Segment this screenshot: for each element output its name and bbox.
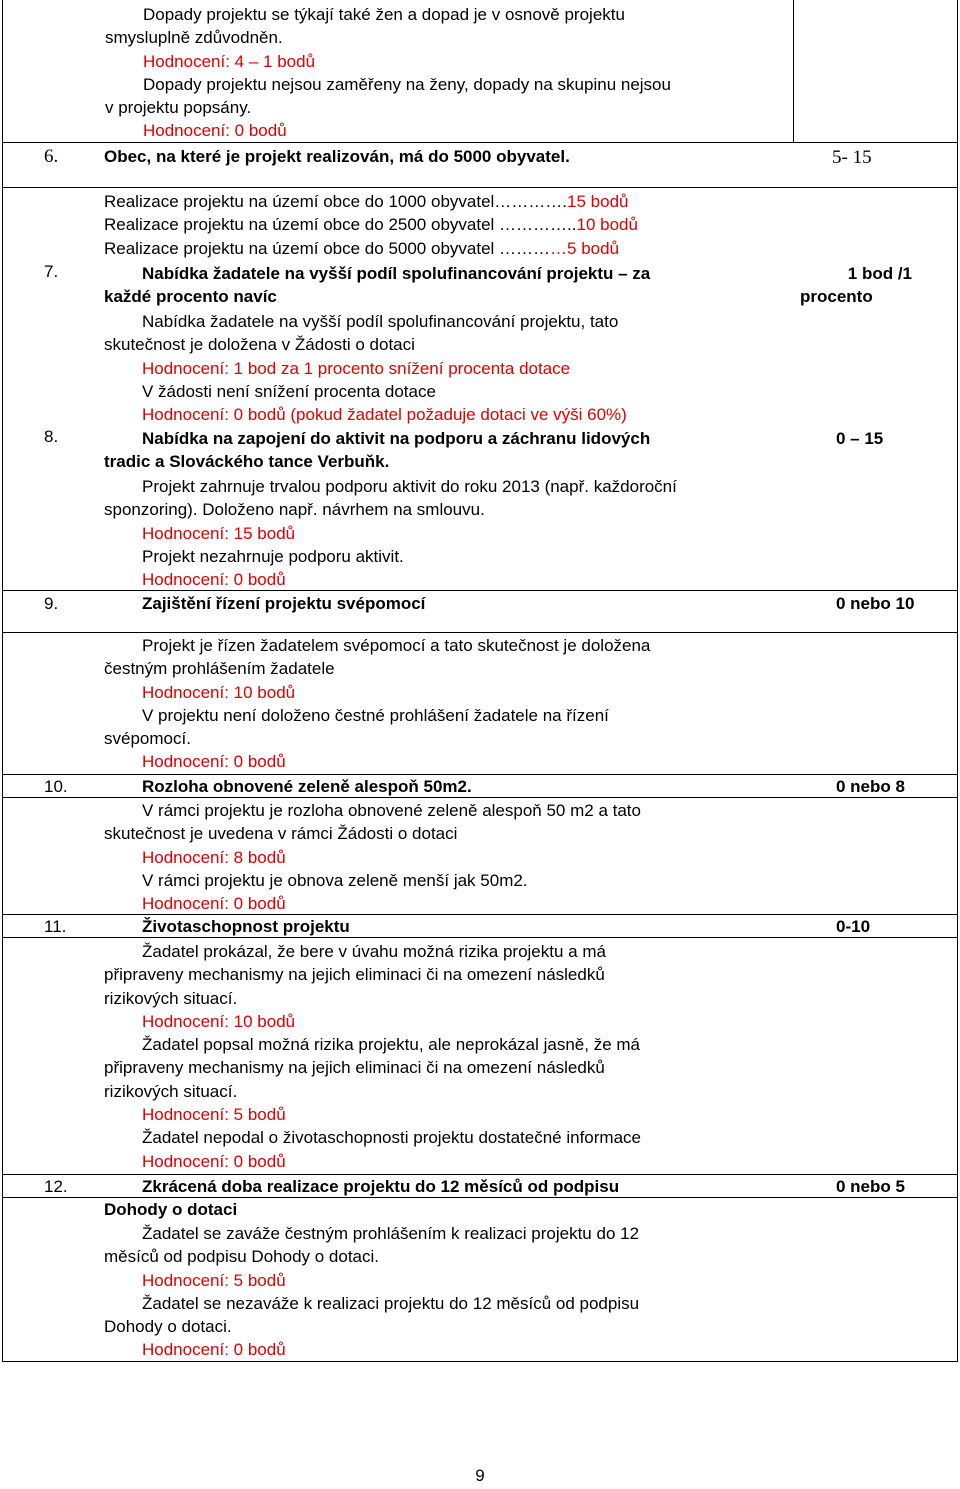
criterion-line: Projekt zahrnuje trvalou podporu aktivit do roku 2013 (např. každoroční [142,477,677,496]
criterion-line: svépomocí. [104,729,191,749]
criterion-line: Nabídka žadatele na vyšší podíl spolufinancování projektu, tato [142,312,619,331]
criterion-line: připraveny mechanismy na jejich eliminaci či na omezení následků [104,965,605,985]
criterion-number: 7. [44,262,59,281]
rating-text: Hodnocení: 10 bodů [142,682,296,702]
rating-text: Hodnocení: 0 bodů [142,1151,286,1171]
rating-text: Hodnocení: 10 bodů [142,1011,296,1031]
top-line: smysluplně zdůvodněn. [105,28,283,48]
criterion-score: 1 bod /1 procento [800,264,912,307]
criterion-line: V projektu není doloženo čestné prohlášení žadatele na řízení [142,705,609,725]
rating-text: Hodnocení: 4 – 1 bodů [143,51,316,71]
criterion-10-body [104,799,641,915]
criterion-line: Realizace projektu na území obce do 1000 obyvatel………….15 bodů [104,192,629,211]
criterion-score: 5- 15 [832,147,872,168]
criterion-line: Žadatel nepodal o životaschopnosti projektu dostatečné informace [142,1128,641,1148]
top-line: Dopady projektu nejsou zaměřeny na ženy, dopady na skupinu nejsou [143,74,671,94]
criterion-line: Žadatel se zaváže čestným prohlášením k realizaci projektu do 12 [142,1224,640,1243]
rating-text: Hodnocení: 5 bodů [142,1105,286,1125]
criterion-line: Žadatel prokázal, že bere v úvahu možná rizika projektu a má [142,942,606,961]
criterion-line: Projekt je řízen žadatelem svépomocí a tato skutečnost je doložena [142,636,651,655]
rating-text: Hodnocení: 0 bodů (pokud žadatel požaduje dotaci ve výši 60%) [142,405,627,425]
criterion-score: 0-10 [836,917,871,936]
criterion-number: 6. [44,146,59,167]
rating-text: Hodnocení: 0 bodů [142,752,286,772]
criterion-line: V žádosti není snížení procenta dotace [142,381,436,401]
rating-text: Hodnocení: 8 bodů [142,847,286,867]
criterion-number: 8. [44,427,59,446]
criterion-line: skutečnost je uvedena v rámci Žádosti o dotaci [104,824,458,844]
criterion-12-body [104,1222,639,1362]
rating-text: Hodnocení: 0 bodů [142,1340,286,1360]
rating-text: Hodnocení: 15 bodů [142,523,296,543]
criterion-line: rizikových situací. [104,1081,238,1101]
criterion-line: skutečnost je doložena v Žádosti o dotaci [104,335,415,355]
criterion-9-body [104,634,650,774]
criterion-number: 11. [44,917,67,936]
criterion-line: Realizace projektu na území obce do 5000 obyvatel …………5 bodů [104,238,620,258]
criterion-title: Obec, na které je projekt realizován, má do 5000 obyvatel. [104,147,570,166]
criterion-line: Žadatel popsal možná rizika projektu, ale neprokázal jasně, že má [142,1035,640,1055]
rating-text: Hodnocení: 1 bod za 1 procento snížení procenta dotace [142,358,571,378]
criterion-title: Zkrácená doba realizace projektu do 12 měsíců od podpisu Dohody o dotaci [104,1177,620,1220]
page-number: 9 [475,1466,485,1485]
criterion-score: 0 nebo 5 [836,1177,905,1196]
criterion-line: rizikových situací. [104,988,238,1008]
criterion-title: Zajištění řízení projektu svépomocí [142,594,426,613]
criterion-title: Životaschopnost projektu [142,917,350,936]
criterion-title: Nabídka na zapojení do aktivit na podporu a záchranu lidových tradic a Slováckého tance Verbuňk. [104,429,651,472]
criterion-number: 9. [44,594,59,613]
criterion-line: V rámci projektu je rozloha obnovené zeleně alespoň 50 m2 a tato [142,801,641,820]
criterion-line: měsíců od podpisu Dohody o dotaci. [104,1247,380,1267]
table-row-top [2,0,958,143]
criterion-line: čestným prohlášením žadatele [104,659,335,679]
criterion-number: 12. [44,1177,68,1196]
criterion-title: Nabídka žadatele na vyšší podíl spolufinancování projektu – za každé procento navíc [104,264,651,307]
criterion-line: Projekt nezahrnuje podporu aktivit. [142,546,404,566]
criterion-line: připraveny mechanismy na jejich eliminaci či na omezení následků [104,1058,605,1078]
criterion-line: Realizace projektu na území obce do 2500 obyvatel …………..10 bodů [104,215,638,235]
criterion-11-body [104,940,641,1173]
top-line: Dopady projektu se týkají také žen a dopad je v osnově projektu [143,5,625,24]
rating-text: Hodnocení: 0 bodů [143,121,287,141]
rating-text: Hodnocení: 0 bodů [142,894,286,914]
criterion-line: V rámci projektu je obnova zeleně menší jak 50m2. [142,870,528,890]
rating-text: Hodnocení: 5 bodů [142,1270,286,1290]
top-line: v projektu popsány. [105,98,252,118]
rating-text: Hodnocení: 0 bodů [142,570,286,590]
criterion-number: 10. [44,777,68,796]
criterion-6-body [104,190,638,260]
criterion-score: 0 nebo 10 [836,594,915,613]
criterion-title: Rozloha obnovené zeleně alespoň 50m2. [142,777,472,796]
criterion-line: Dohody o dotaci. [104,1317,232,1337]
criterion-score: 0 – 15 [836,429,884,448]
criterion-line: sponzoring). Doloženo např. návrhem na smlouvu. [104,500,485,520]
criterion-line: Žadatel se nezaváže k realizaci projektu do 12 měsíců od podpisu [142,1293,640,1313]
criterion-score: 0 nebo 8 [836,777,905,796]
